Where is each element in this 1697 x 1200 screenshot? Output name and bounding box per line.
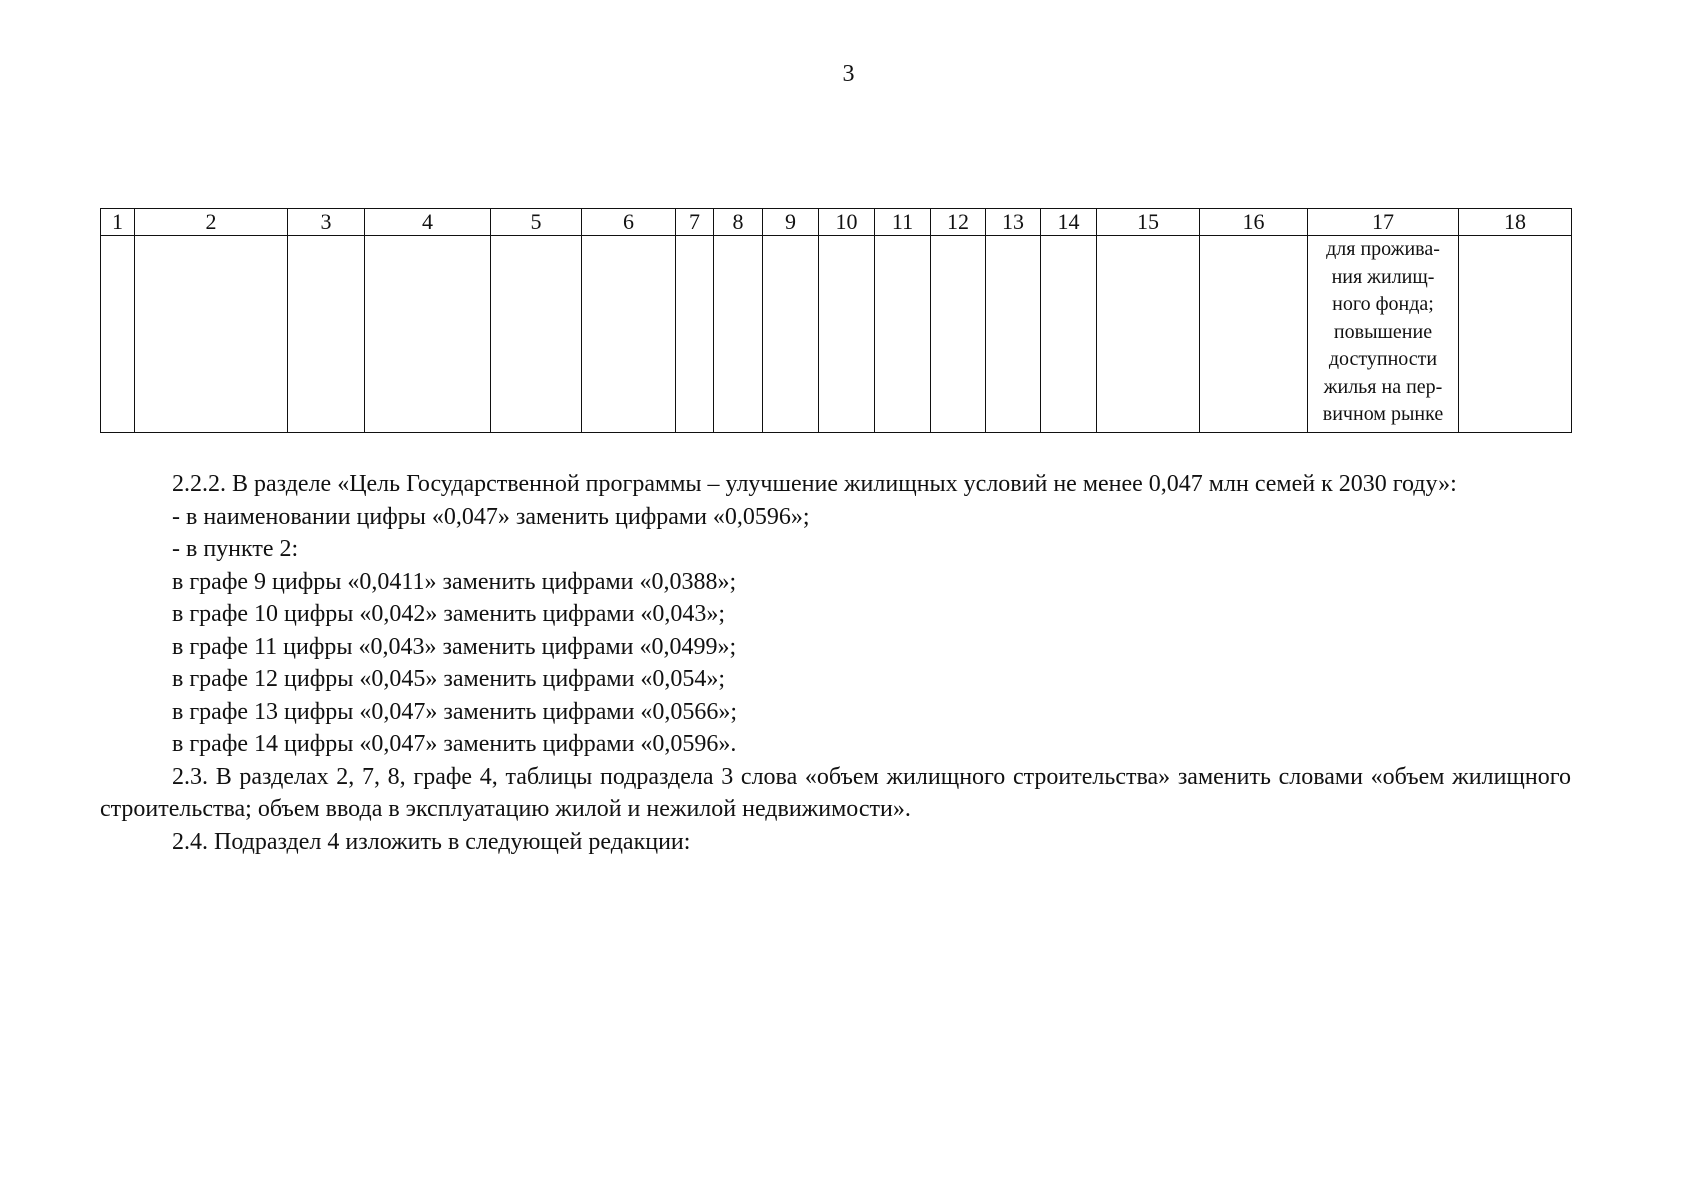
table-header-cell: 18: [1459, 209, 1572, 236]
table-header-cell: 17: [1308, 209, 1459, 236]
table-header-cell: 6: [582, 209, 676, 236]
amendment-table: [100, 208, 1572, 433]
table-cell: [676, 236, 714, 433]
cell-text-line: доступности: [1328, 348, 1438, 370]
list-item: в графе 11 цифры «0,043» заменить цифрами «0,0499»;: [172, 633, 737, 660]
page-number: 3: [842, 61, 855, 87]
table-cell: [365, 236, 491, 433]
table-header-cell: 7: [676, 209, 714, 236]
table-header-cell: 13: [986, 209, 1041, 236]
list-item: - в наименовании цифры «0,047» заменить цифрами «0,0596»;: [172, 503, 810, 530]
table-cell: [931, 236, 986, 433]
table-cell: [582, 236, 676, 433]
table-cell: [714, 236, 763, 433]
table-cell: [1459, 236, 1572, 433]
cell-text-line: для прожива-: [1326, 238, 1440, 260]
table-header-cell: 14: [1041, 209, 1097, 236]
table-header-row: [101, 209, 1572, 236]
cell-text-line: жилья на пер-: [1323, 375, 1443, 398]
list-item: в графе 9 цифры «0,0411» заменить цифрами «0,0388»;: [172, 568, 737, 595]
paragraph-2-2-2: 2.2.2. В разделе «Цель Государственной программы – улучшение жилищных условий не менее 0,047 млн семей к 2030 году»:: [172, 471, 1457, 497]
table-cell: [875, 236, 931, 433]
table-cell: [288, 236, 365, 433]
paragraph-2-3: 2.3. В разделах 2, 7, 8, графе 4, таблицы подраздела 3 слова «объем жилищного строительства» заменить словами «объем жилищного строительства; объем ввода в эксплуатацию жилой и нежилой недвижимости».: [100, 763, 1571, 822]
document-body: [100, 468, 1571, 858]
table-cell: [491, 236, 582, 433]
cell-text-line: вичном рынке: [1322, 403, 1444, 425]
table-header-cell: 5: [491, 209, 582, 236]
paragraph-2-4: 2.4. Подраздел 4 изложить в следующей редакции:: [172, 828, 691, 855]
table-row: [101, 236, 1572, 433]
cell-text-line: повышение: [1333, 320, 1433, 343]
table-header-cell: 4: [365, 209, 491, 236]
table-cell-col17: [1308, 236, 1459, 433]
table-header-cell: 9: [763, 209, 819, 236]
table-cell: [1041, 236, 1097, 433]
list-item: в графе 13 цифры «0,047» заменить цифрами «0,0566»;: [172, 698, 738, 725]
table-header-cell: 12: [931, 209, 986, 236]
cell-text-line: ния жилищ-: [1331, 265, 1435, 288]
table-header-cell: 11: [875, 209, 931, 236]
cell-text-line: ного фонда;: [1332, 293, 1434, 315]
list-item: - в пункте 2:: [172, 536, 299, 562]
list-item: в графе 14 цифры «0,047» заменить цифрами «0,0596».: [172, 731, 737, 757]
list-item: в графе 10 цифры «0,042» заменить цифрами «0,043»;: [172, 601, 726, 627]
table-cell: [135, 236, 288, 433]
table-header-cell: 8: [714, 209, 763, 236]
table-cell: [986, 236, 1041, 433]
table-cell: [1200, 236, 1308, 433]
table-cell: [1097, 236, 1200, 433]
table-cell: [101, 236, 135, 433]
table-cell: [763, 236, 819, 433]
table-header-cell: 15: [1097, 209, 1200, 236]
table-header-cell: 16: [1200, 209, 1308, 236]
table-header-cell: 3: [288, 209, 365, 236]
table-header-cell: 10: [819, 209, 875, 236]
list-item: в графе 12 цифры «0,045» заменить цифрами «0,054»;: [172, 666, 726, 692]
table-header-cell: 2: [135, 209, 288, 236]
table-header-cell: 1: [101, 209, 135, 236]
table-cell: [819, 236, 875, 433]
